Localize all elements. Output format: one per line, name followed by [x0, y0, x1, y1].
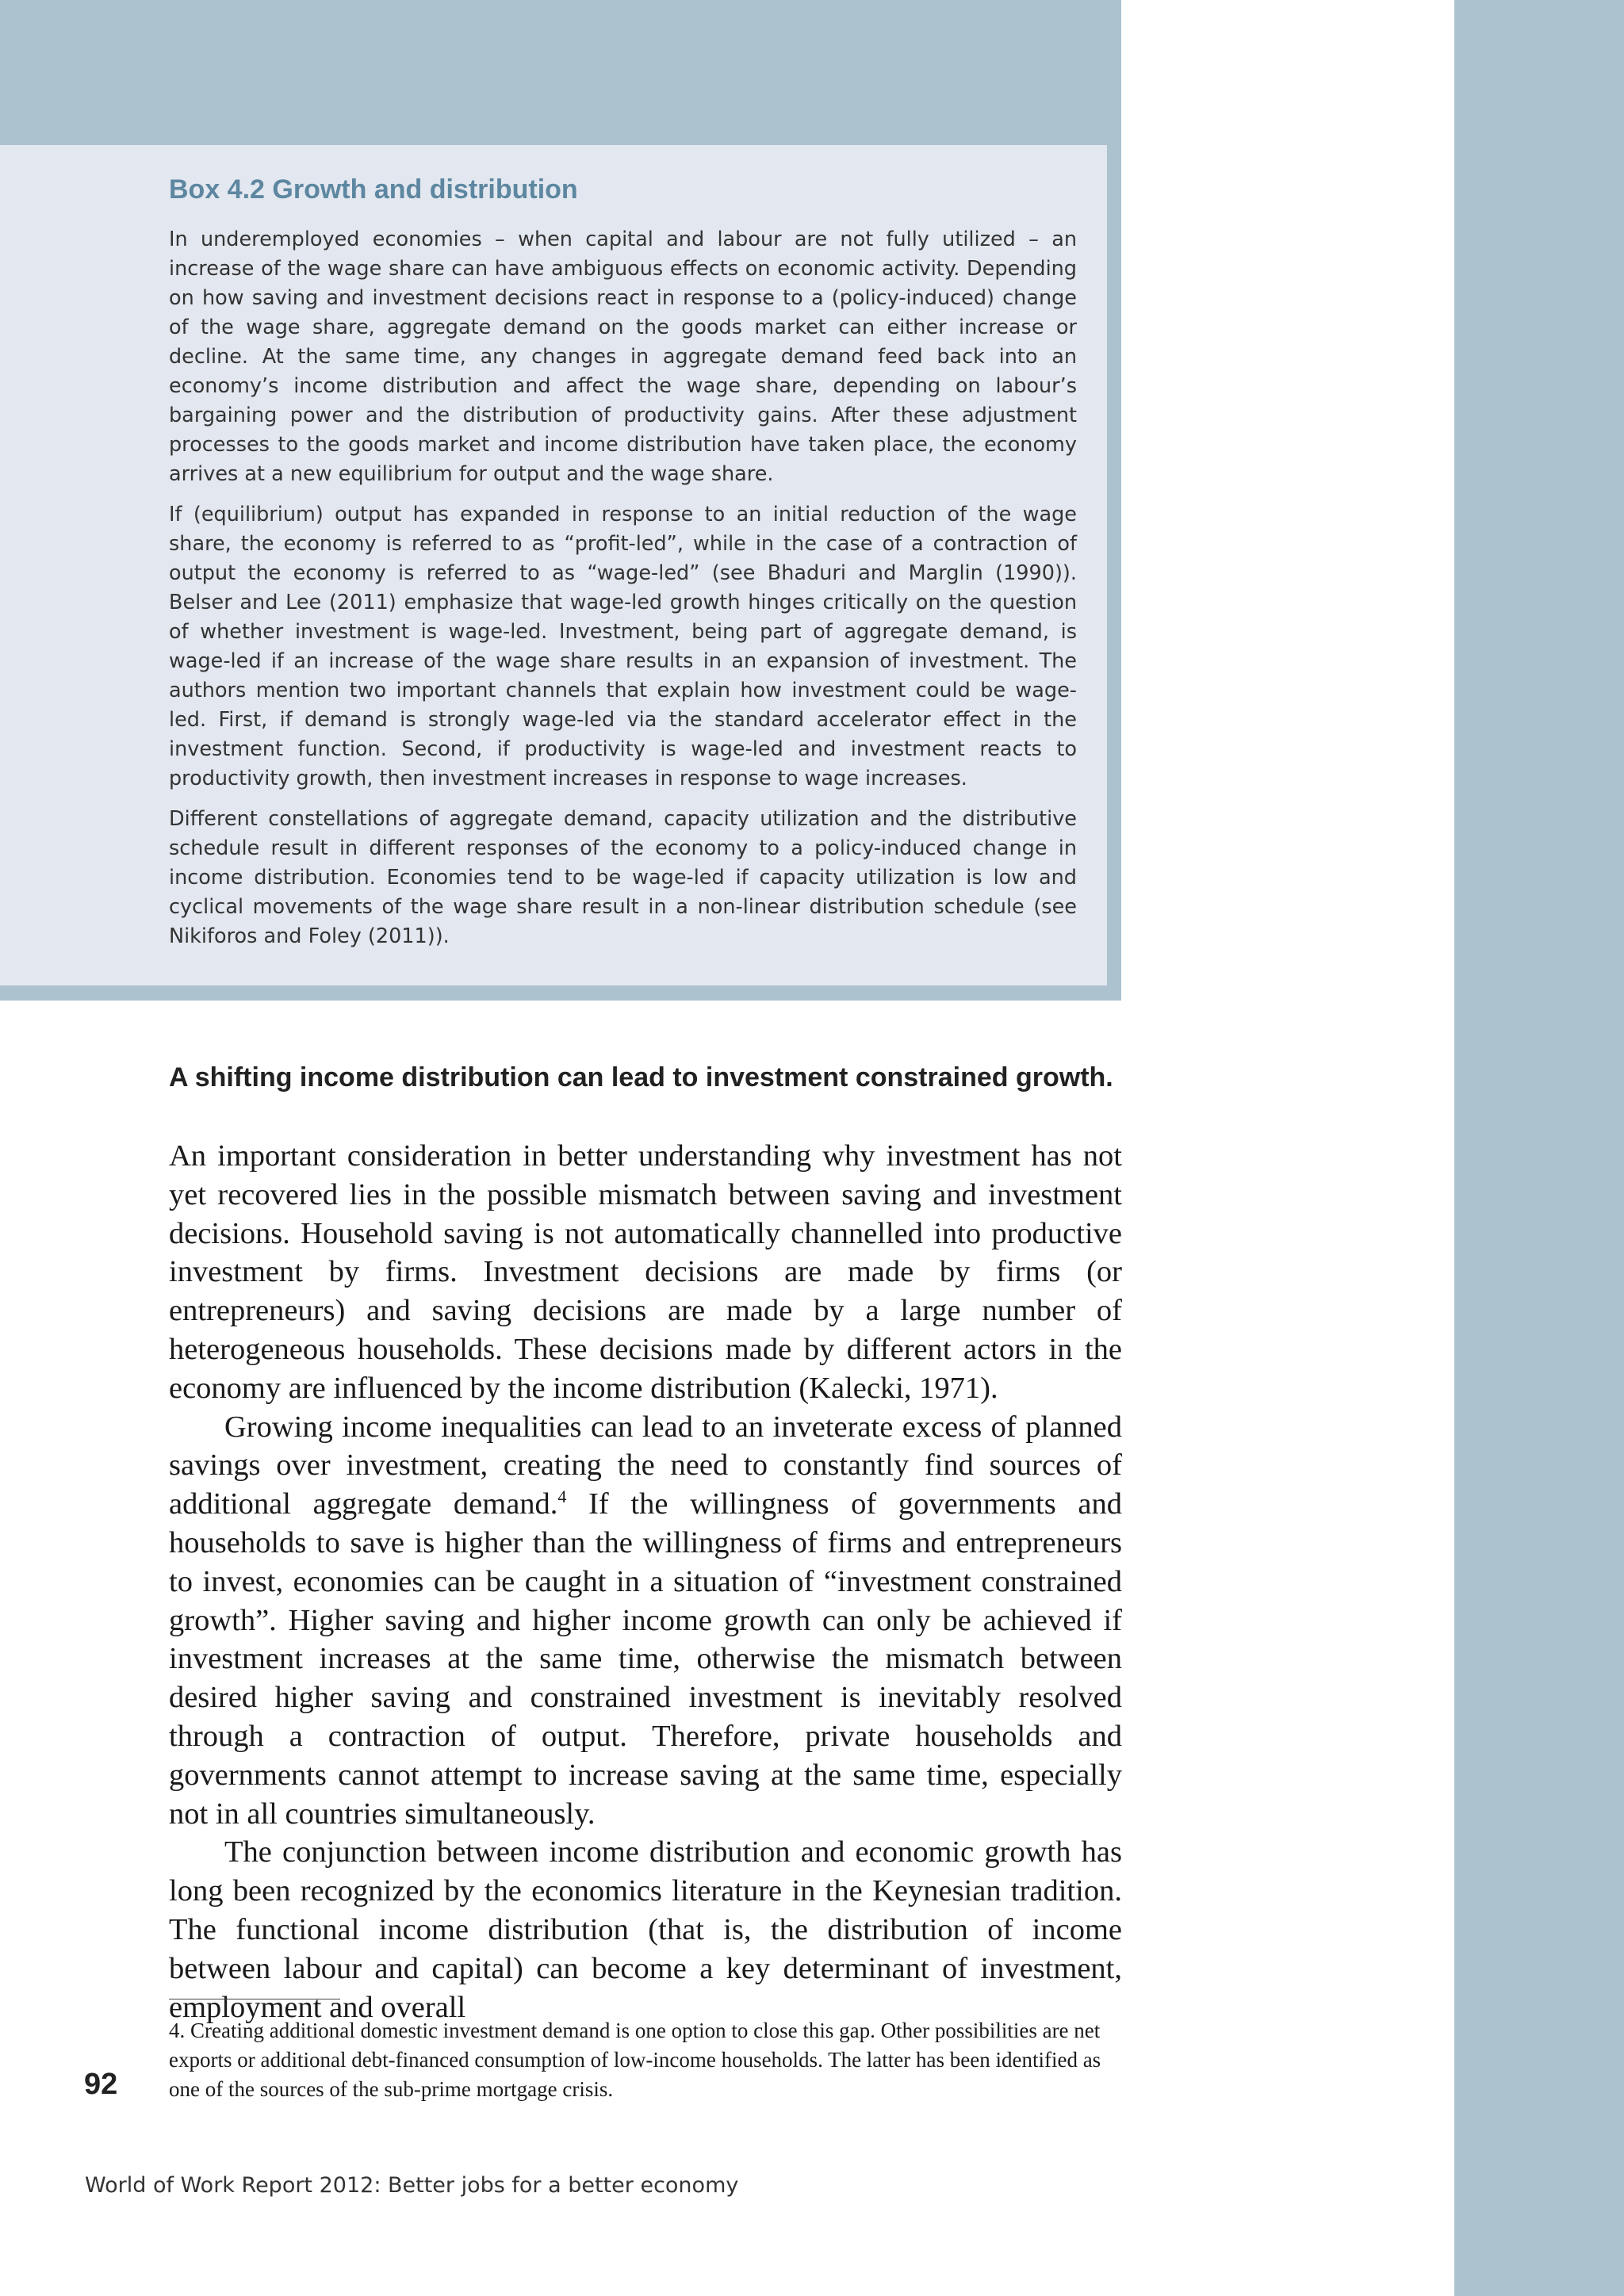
main-paragraph-3: The conjunction between income distribution and economic growth has long been recognized by the economics literature in the Keynesian tradition. The functional income distribution (that is, the distribution of income between labour and capital) can become a key determinant of investment, employment and overall	[169, 1835, 1122, 2024]
box-title: Box 4.2 Growth and distribution	[169, 174, 578, 205]
footnote-text: 4. Creating additional domestic investment demand is one option to close this gap. Other possibilities are net exports or additional debt-financed consumption of low-income households. The latter has been identified as one of the sources of the sub-prime mortgage crisis.	[169, 2019, 1101, 2101]
box-paragraph-1: In underemployed economies – when capital and labour are not fully utilized – an increase of the wage share can have ambiguous effects on economic activity. Depending on how saving and investment decisions react in response to a (policy-induced) change of the wage share, aggregate demand on the goods market can either increase or decline. At the same time, any changes in aggregate demand feed back into an economy’s income distribution and affect the wage share, depending on labour’s bargaining power and the distribution of productivity gains. After these adjustment processes to the goods market and income distribution have taken place, the economy arrives at a new equilibrium for output and the wage share.	[169, 228, 1077, 486]
box-paragraph-3: Different constellations of aggregate demand, capacity utilization and the distributive schedule result in different responses of the economy to a policy-induced change in income distribution. Economies tend to be wage-led if capacity utilization is low and cyclical movements of the wage share result in a non-linear distribution schedule (see Nikiforos and Foley (2011)).	[169, 807, 1077, 948]
footnote	[169, 2016, 1120, 2104]
footnote-reference[interactable]: 4	[557, 1487, 567, 1507]
box-paragraph-2: If (equilibrium) output has expanded in response to an initial reduction of the wage share, the economy is referred to as “profit-led”, while in the case of a contraction of output the economy is referred to as “wage-led” (see Bhaduri and Marglin (1990)). Belser and Lee (2011) emphasize that wage-led growth hinges critically on the question of whether investment is wage-led. Investment, being part of aggregate demand, is wage-led if an increase of the wage share results in an expansion of investment. The authors mention two important channels that explain how investment could be wage-led. First, if demand is strongly wage-led via the standard accelerator effect in the investment function. Second, if productivity is wage-led and investment reacts to productivity growth, then investment increases in response to wage increases.	[169, 503, 1077, 790]
box-body	[169, 225, 1077, 962]
main-text	[169, 1137, 1122, 2026]
main-paragraph-1: An important consideration in better understanding why investment has not yet recovered lies in the possible mismatch between saving and investment decisions. Household saving is not automatically channelled into productive investment by firms. Investment decisions are made by firms (or entrepreneurs) and saving decisions are made by a large number of heterogeneous households. These decisions made by different actors in the economy are influenced by the income distribution (Kalecki, 1971).	[169, 1139, 1122, 1405]
right-margin-band	[1454, 0, 1624, 2296]
main-paragraph-2-part-1: Growing income inequalities can lead to an inveterate excess of planned savings over investment, creating the need to constantly find sources of additional aggregate demand.	[169, 1410, 1122, 1521]
running-footer: World of Work Report 2012: Better jobs for a better economy	[85, 2173, 739, 2198]
main-paragraph-2-part-2: If the willingness of governments and households to save is higher than the willingness of firms and entrepreneurs to invest, economies can be caught in a situation of “investment constrained growth”. Higher saving and higher income growth can only be achieved if investment increases at the same time, otherwise the mismatch between desired higher saving and constrained investment is inevitably resolved through a contraction of output. Therefore, private households and governments cannot attempt to increase saving at the same time, especially not in all countries simultaneously.	[169, 1487, 1122, 1831]
section-heading: A shifting income distribution can lead to investment constrained growth.	[169, 1062, 1113, 1093]
main-paragraph-2	[169, 1408, 1122, 1834]
page-number: 92	[84, 2068, 118, 2101]
